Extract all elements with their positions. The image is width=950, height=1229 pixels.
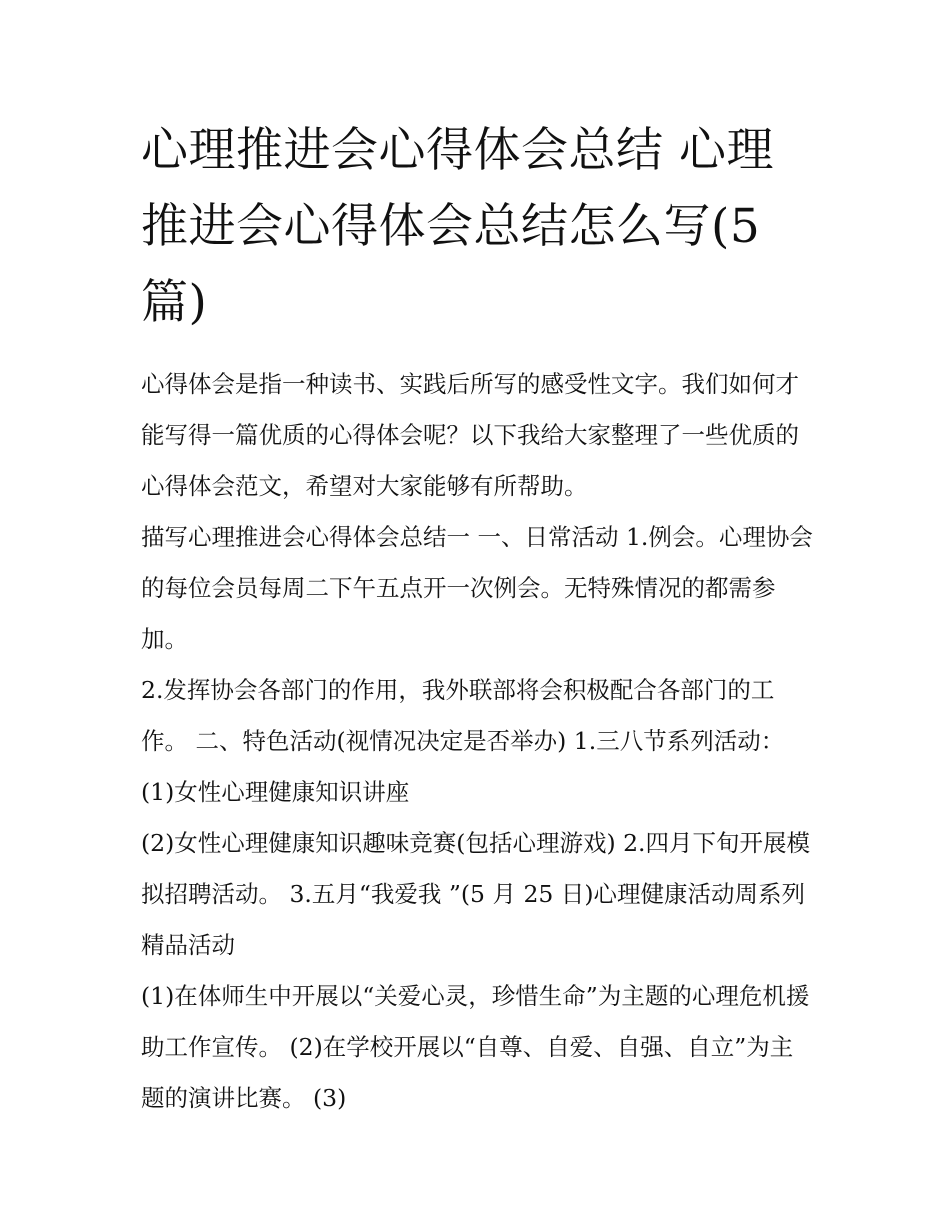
paragraph-item-promotion: (1)在体师生中开展以“关爱心灵，珍惜生命”为主题的心理危机援助工作宣传。 (2)在学校开展以“自尊、自爱、自强、自立”为主题的演讲比赛。 (3) — [141, 982, 810, 1112]
paragraph-intro: 心得体会是指一种读书、实践后所写的感受性文字。我们如何才能写得一篇优质的心得体会呢？以下我给大家整理了一些优质的心得体会范文，希望对大家能够有所帮助。 — [141, 370, 799, 500]
paragraph-item-competition: (2)女性心理健康知识趣味竞赛(包括心理游戏) 2.四月下旬开展模拟招聘活动。 3.五月“我爱我 ”(5 月 25 日)心理健康活动周系列精品活动 — [141, 829, 811, 959]
document-body — [141, 113, 813, 1124]
document-title: 心理推进会心得体会总结 心理推进会心得体会总结怎么写(5篇) — [141, 123, 774, 330]
paragraph-special-activities: 2.发挥协会各部门的作用，我外联部将会积极配合各部门的工作。 二、特色活动(视情况决定是否举办) 1.三八节系列活动： — [141, 676, 785, 755]
paragraph-item-lecture: (1)女性心理健康知识讲座 — [141, 778, 410, 806]
paragraph-daily-activities: 描写心理推进会心得体会总结一 一、日常活动 1.例会。心理协会的每位会员每周二下午五点开一次例会。无特殊情况的都需参加。 — [141, 523, 813, 653]
